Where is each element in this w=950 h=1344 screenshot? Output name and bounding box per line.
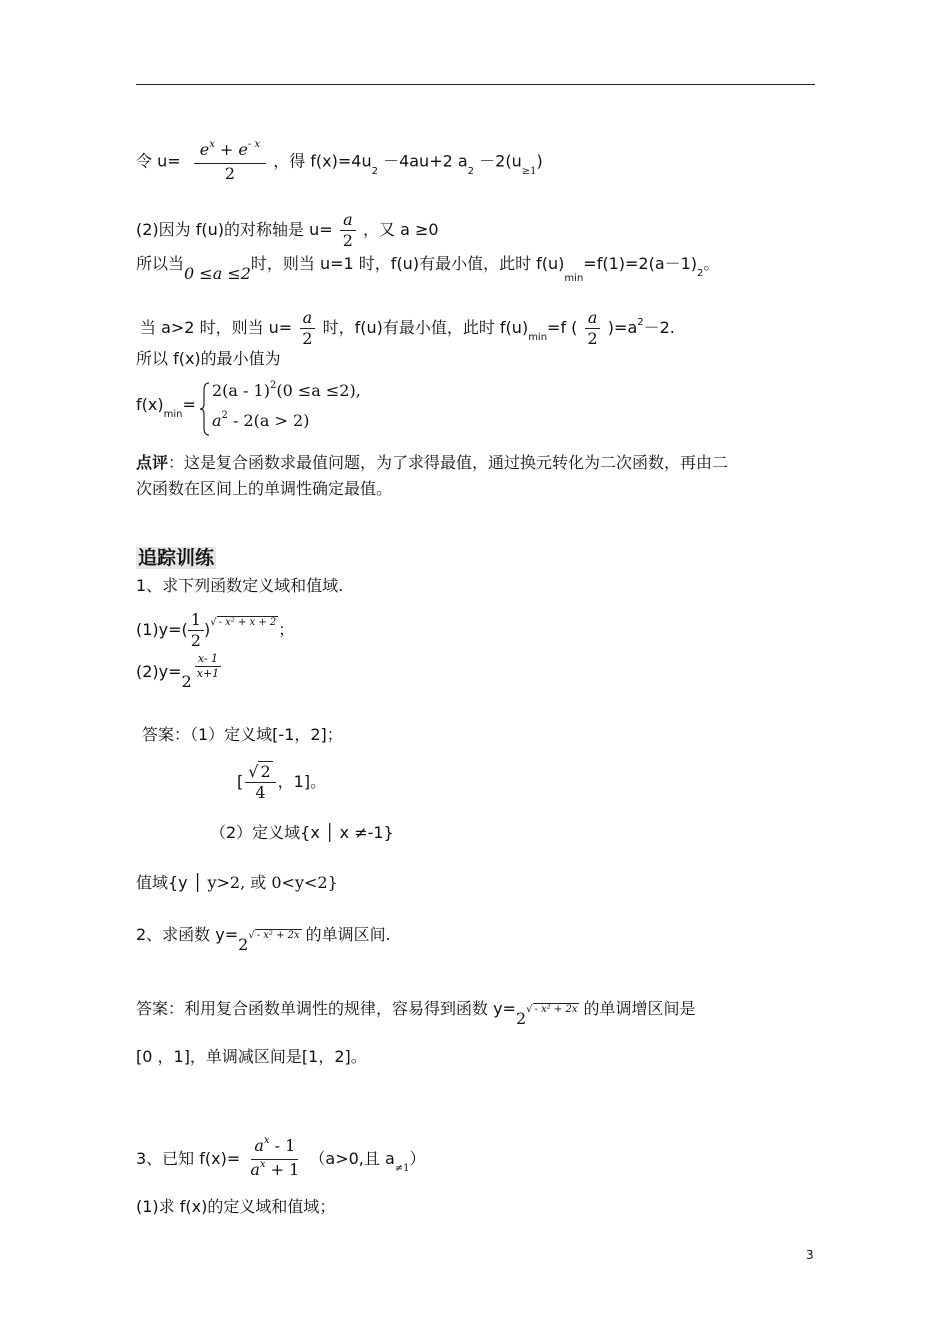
text: 令 u= bbox=[136, 151, 181, 171]
question-1: 1、求下列函数定义域和值域. bbox=[136, 576, 344, 595]
question-2: 2、求函数 y=2√ - x² + 2x 的单调区间. bbox=[136, 925, 391, 954]
answer-1-range: [ $\frac{√ 2}{4}$ ，1]。 bbox=[237, 762, 327, 802]
fraction-a-over-2: $\frac{a}{2}$ bbox=[340, 210, 356, 251]
question-3-part-1: (1)求 f(x)的定义域和值域； bbox=[136, 1197, 336, 1216]
left-brace bbox=[200, 382, 208, 434]
answer-1-part2-domain: （2）定义域{x │ x ≠-1} bbox=[210, 823, 394, 842]
comment-line-2: 次函数在区间上的单调性确定最值。 bbox=[136, 479, 393, 498]
comment-line-1: 点评：这是复合函数求最值问题，为了求得最值，通过换元转化为二次函数，再由二 bbox=[136, 453, 729, 472]
line-axis: (2)因为 f(u)的对称轴是 u= $\frac{a}{2}$ ，又 a ≥0 bbox=[136, 210, 439, 250]
question-1-part-1: (1)y=( $\frac{1}{2}$ )$^{√ - x^2 + x + 2}$ ； bbox=[136, 610, 295, 650]
line-substitution: 令 u= $\frac{e^x + e^{- x}}{2}$ ，得 $f(x)=4u_2 -4au+2$ $a_2 -2(u_{\ge 1})$ bbox=[136, 139, 543, 183]
line-case1: 所以当0 ≤a ≤2时，则当 u=1 时，f(u)有最小值，此时 $f(u)_{min}=f(1)=2(a-1)_2$。 bbox=[136, 254, 720, 284]
header-rule bbox=[136, 84, 815, 85]
answer-2-line-1: 答案：利用复合函数单调性的规律，容易得到函数 y=2√ - x² + 2x 的单调增区间是 bbox=[136, 999, 696, 1028]
line-case2: 当 a>2 时，则当 u= $\frac{a}{2}$ 时，f(u)有最小值，此时 $f(u)_{min}=f$ ( $\frac{a}{2}$ )$=a^2-2$. bbox=[140, 308, 675, 348]
question-3: 3、已知 f(x)= $\frac{a^x - 1}{a^x + 1}$ （a>0,且 $a_{\ne 1}$） bbox=[136, 1135, 426, 1179]
line-min-intro: 所以 f(x)的最小值为 bbox=[136, 349, 281, 368]
answer-1-part2-range: 值域{y │ y>2, 或 0<y<2} bbox=[136, 873, 338, 892]
page-number: 3 bbox=[806, 1248, 814, 1262]
fraction-u: $\frac{e^x + e^{- x}}{2}$ bbox=[194, 140, 266, 184]
section-title: 追踪训练 bbox=[138, 547, 215, 569]
answer-2-line-2: [0 ，1]，单调减区间是[1，2]。 bbox=[136, 1047, 367, 1066]
answer-1-domain: 答案：（1）定义域[-1，2]； bbox=[142, 725, 343, 744]
question-1-part-2: (2)y=2 $\frac{x- 1}{x+1}$ bbox=[136, 652, 220, 691]
